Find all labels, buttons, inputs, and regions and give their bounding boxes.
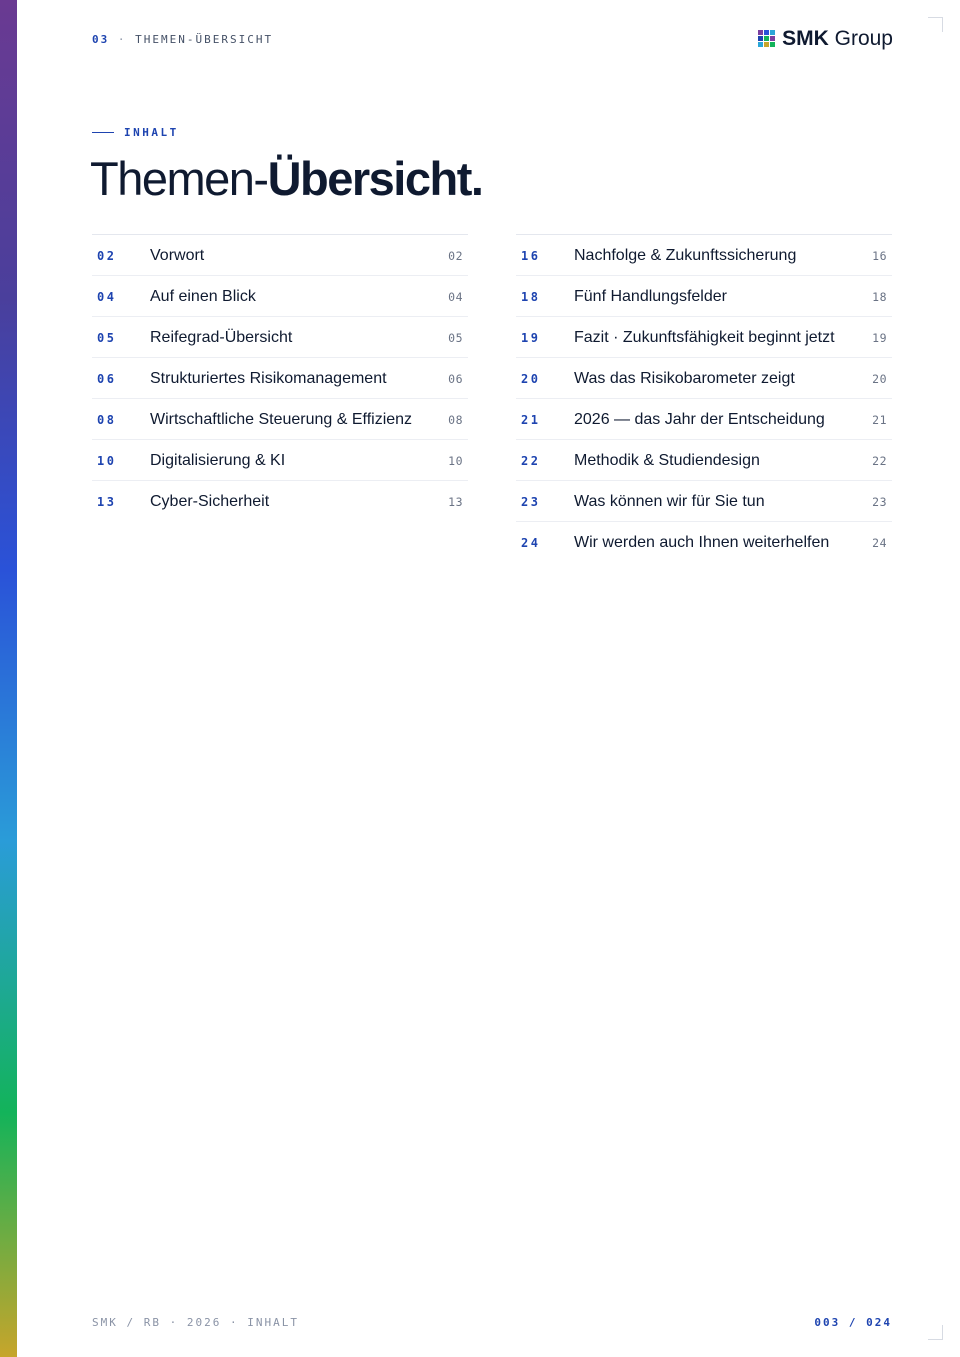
page-title-light: Themen-: [90, 152, 268, 205]
toc-entry-number: 02: [97, 249, 117, 263]
toc-entry-number: 13: [97, 495, 117, 509]
logo-grid-cell: [764, 30, 769, 35]
toc-entry-title: Fazit · Zukunftsfähigkeit beginnt jetzt: [574, 329, 835, 346]
toc-entry-page: 08: [448, 413, 463, 427]
toc-entry[interactable]: [92, 235, 468, 276]
toc-entry-title: Methodik & Studiendesign: [574, 452, 760, 469]
toc-entry-number: 06: [97, 372, 117, 386]
toc-entry[interactable]: [92, 276, 468, 317]
toc-entry-number: 24: [521, 536, 541, 550]
toc-entry-page: 05: [448, 331, 463, 345]
toc-entry-title: Wir werden auch Ihnen weiterhelfen: [574, 534, 830, 551]
toc-entry-title: Wirtschaftliche Steuerung & Effizienz: [150, 411, 413, 428]
crop-mark-bottom-right: [928, 1325, 943, 1340]
toc-entry-title: Reifegrad-Übersicht: [150, 329, 293, 346]
toc-entry-page: 06: [448, 372, 463, 386]
toc-entry-page: 10: [448, 454, 463, 468]
toc-column-right: [516, 234, 892, 562]
logo-grid-cell: [770, 42, 775, 47]
toc-entry-page: 21: [872, 413, 887, 427]
toc-entry[interactable]: [516, 399, 892, 440]
section-separator: ·: [117, 33, 127, 46]
eyebrow-label: INHALT: [124, 126, 179, 139]
toc-entry[interactable]: [516, 317, 892, 358]
eyebrow: [92, 126, 179, 139]
toc-entry-number: 20: [521, 372, 541, 386]
toc-entry-page: 18: [872, 290, 887, 304]
crop-mark-top-right: [928, 17, 943, 32]
logo-grid-cell: [758, 42, 763, 47]
page-title: [90, 150, 482, 208]
logo-grid-cell: [764, 36, 769, 41]
logo-wordmark: [782, 28, 893, 49]
toc-entry[interactable]: [516, 481, 892, 522]
toc-entry-page: 22: [872, 454, 887, 468]
footer-label: SMK / RB · 2026 · INHALT: [92, 1316, 299, 1329]
toc-entry-number: 19: [521, 331, 541, 345]
toc-entry[interactable]: [516, 440, 892, 481]
logo-brand-light: Group: [834, 27, 893, 50]
toc-entry-page: 23: [872, 495, 887, 509]
toc-entry-page: 13: [448, 495, 463, 509]
toc-entry-number: 23: [521, 495, 541, 509]
toc-entry-page: 24: [872, 536, 887, 550]
toc-entry-page: 20: [872, 372, 887, 386]
toc-entry[interactable]: [92, 317, 468, 358]
logo-grid-cell: [764, 42, 769, 47]
brand-logo: [758, 28, 893, 49]
toc-entry-title: Vorwort: [150, 247, 205, 264]
page-number: 003 / 024: [814, 1316, 892, 1329]
toc-entry[interactable]: [92, 440, 468, 481]
toc-entry-title: Cyber-Sicherheit: [150, 493, 270, 510]
logo-grid-cell: [770, 30, 775, 35]
toc-entry-title: Was das Risikobarometer zeigt: [574, 370, 795, 387]
toc-entry-number: 04: [97, 290, 117, 304]
eyebrow-line: [92, 132, 114, 134]
logo-grid-cell: [758, 30, 763, 35]
section-title: THEMEN-ÜBERSICHT: [135, 33, 274, 46]
toc-entry[interactable]: [516, 235, 892, 276]
toc-entry-number: 05: [97, 331, 117, 345]
side-gradient-bar: [0, 0, 17, 1357]
toc-entry-title: Auf einen Blick: [150, 288, 256, 305]
toc-entry-title: 2026 — das Jahr der Entscheidung: [574, 411, 825, 428]
page-title-bold: Übersicht.: [267, 152, 483, 205]
toc-column-left: [92, 234, 468, 521]
toc-entry[interactable]: [92, 481, 468, 521]
toc-entry-title: Fünf Handlungsfelder: [574, 288, 727, 305]
toc-entry-page: 19: [872, 331, 887, 345]
toc-entry-title: Nachfolge & Zukunftssicherung: [574, 247, 797, 264]
logo-grid-cell: [758, 36, 763, 41]
toc-entry[interactable]: [92, 399, 468, 440]
logo-brand-bold: SMK: [782, 27, 829, 50]
section-number: 03: [92, 33, 110, 46]
section-header: [92, 33, 273, 46]
toc-entry-title: Digitalisierung & KI: [150, 452, 286, 469]
toc-entry-number: 08: [97, 413, 117, 427]
toc-entry[interactable]: [516, 358, 892, 399]
toc-entry[interactable]: [516, 522, 892, 562]
toc-entry-number: 18: [521, 290, 541, 304]
toc-entry-number: 10: [97, 454, 117, 468]
toc-entry-number: 22: [521, 454, 541, 468]
toc-entry-title: Strukturiertes Risikomanagement: [150, 370, 387, 387]
toc-entry[interactable]: [92, 358, 468, 399]
toc-entry-title: Was können wir für Sie tun: [574, 493, 765, 510]
toc-entry-number: 16: [521, 249, 541, 263]
toc-entry-page: 02: [448, 249, 463, 263]
toc-entry[interactable]: [516, 276, 892, 317]
toc-entry-page: 16: [872, 249, 887, 263]
toc-entry-page: 04: [448, 290, 463, 304]
logo-grid-cell: [770, 36, 775, 41]
logo-grid-icon: [758, 30, 775, 47]
toc-entry-number: 21: [521, 413, 541, 427]
